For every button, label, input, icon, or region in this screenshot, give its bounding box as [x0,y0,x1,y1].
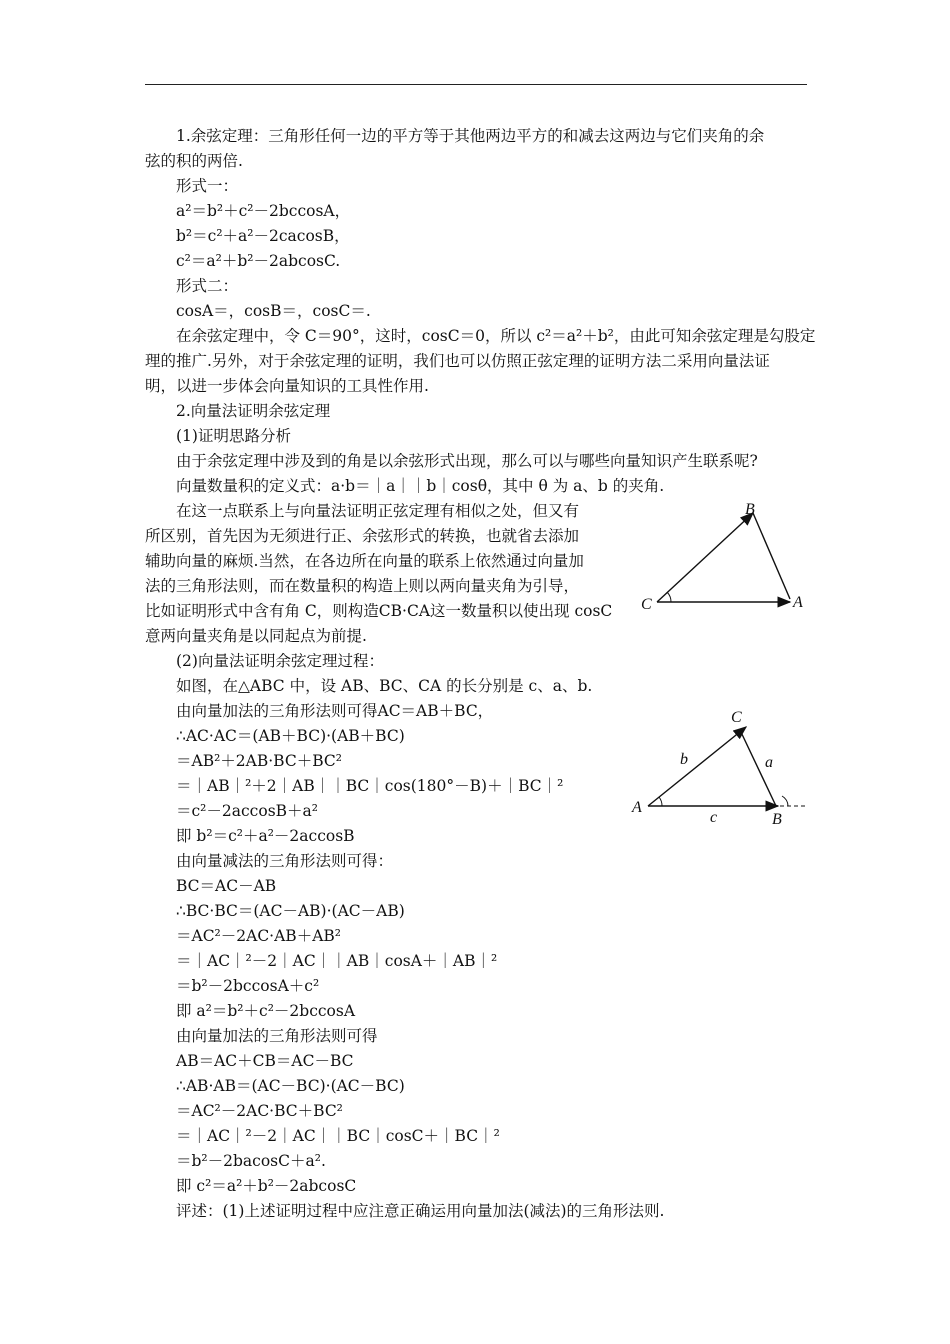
label-a: A [793,594,803,611]
subsection-2-title: (2)向量法证明余弦定理过程： [176,652,384,670]
analysis-line-4: 所区别，首先因为无须进行正、余弦形式的转换，也就省去添加 [145,527,580,545]
analysis-line-1: 由于余弦定理中涉及到的角是以余弦形式出现，那么可以与哪些向量知识产生联系呢? [176,452,758,470]
header-rule [145,84,807,85]
proof-a-line-2: ∴AC·AC＝(AB＋BC)·(AB＋BC) [176,727,405,745]
label-a-vertex: A [632,799,642,816]
theorem-text-line-2: 弦的积的两倍. [145,152,243,170]
proof-b-line-0: 由向量减法的三角形法则可得： [176,852,394,870]
form-one-eq-2: b²＝c²＋a²－2cacosB， [176,227,350,245]
analysis-line-3: 在这一点联系上与向量法证明正弦定理有相似之处，但又有 [176,502,580,520]
comment-line: 评述：(1)上述证明过程中应注意正确运用向量加法(减法)的三角形法则. [176,1202,665,1220]
proof-b-line-3: ＝AC²－2AC·AB＋AB² [176,927,341,945]
remark-line-3: 明，以进一步体会向量知识的工具性作用. [145,377,429,395]
proof-a-line-5: ＝c²－2accosB＋a² [176,802,318,820]
vector-cb [657,513,753,602]
angle-b-arc [782,796,788,806]
angle-c-arc [667,592,671,602]
proof-a-line-3: ＝AB²＋2AB·BC＋BC² [176,752,342,770]
segment-ba [753,513,790,599]
proof-intro: 如图，在△ABC 中，设 AB、BC、CA 的长分别是 c、a、b. [176,677,593,695]
proof-b-line-4: ＝｜AC｜²－2｜AC｜｜AB｜cosA＋｜AB｜² [176,952,498,970]
proof-b-line-5: ＝b²－2bccosA＋c² [176,977,320,995]
analysis-line-6: 法的三角形法则，而在数量积的构造上则以两向量夹角为引导， [145,577,580,595]
vector-ac [648,727,746,806]
label-side-a: a [765,754,773,771]
proof-b-line-2: ∴BC·BC＝(AC－AB)·(AC－AB) [176,902,405,920]
label-side-b: b [680,751,688,768]
analysis-line-5: 辅助向量的麻烦.当然，在各边所在向量的联系上依然通过向量加 [145,552,584,570]
label-c: C [641,596,652,613]
angle-a-arc [659,797,662,806]
label-b: B [745,501,755,518]
proof-a-line-1: 由向量加法的三角形法则可得AC＝AB＋BC， [176,702,494,720]
proof-a-line-4: ＝｜AB｜²＋2｜AB｜｜BC｜cos(180°－B)＋｜BC｜² [176,777,564,795]
proof-c-line-0: 由向量加法的三角形法则可得 [176,1027,378,1045]
form-two-label: 形式二： [176,277,239,295]
remark-line-1: 在余弦定理中，令 C＝90°，这时，cosC＝0，所以 c²＝a²＋b²，由此可知余弦定理是勾股定 [176,327,816,345]
subsection-1-title: (1)证明思路分析 [176,427,291,445]
remark-line-2: 理的推广.另外，对于余弦定理的证明，我们也可以仿照正弦定理的证明方法二采用向量法证 [145,352,770,370]
proof-a-line-6: 即 b²＝c²＋a²－2accosB [176,827,355,845]
proof-c-line-5: ＝b²－2bacosC＋a². [176,1152,326,1170]
form-one-eq-1: a²＝b²＋c²－2bccosA， [176,202,351,220]
proof-c-line-2: ∴AB·AB＝(AC－BC)·(AC－BC) [176,1077,405,1095]
proof-c-line-1: AB＝AC＋CB＝AC－BC [176,1052,354,1070]
analysis-line-7: 比如证明形式中含有角 C，则构造CB·CA这一数量积以使出现 cosC [145,602,613,620]
theorem-text-line-1: 1.余弦定理：三角形任何一边的平方等于其他两边平方的和减去这两边与它们夹角的余 [176,127,765,145]
proof-b-line-6: 即 a²＝b²＋c²－2bccosA [176,1002,356,1020]
proof-c-line-4: ＝｜AC｜²－2｜AC｜｜BC｜cosC＋｜BC｜² [176,1127,500,1145]
proof-c-line-6: 即 c²＝a²＋b²－2abcosC [176,1177,357,1195]
label-b-vertex: B [772,811,782,828]
form-one-label: 形式一： [176,177,239,195]
section-2-title: 2.向量法证明余弦定理 [176,402,331,420]
analysis-line-2: 向量数量积的定义式：a·b＝｜a｜｜b｜cosθ，其中 θ 为 a、b 的夹角. [176,477,665,495]
label-side-c: c [710,809,718,826]
figure-triangle-cba [635,495,810,617]
figure-triangle-abc [628,700,813,832]
proof-c-line-3: ＝AC²－2AC·BC＋BC² [176,1102,343,1120]
form-one-eq-3: c²＝a²＋b²－2abcosC. [176,252,341,270]
label-c-vertex: C [731,709,742,726]
form-two-eq: cosA＝，cosB＝，cosC＝. [176,302,371,320]
analysis-line-8: 意两向量夹角是以同起点为前提. [145,627,367,645]
proof-b-line-1: BC＝AC－AB [176,877,277,895]
